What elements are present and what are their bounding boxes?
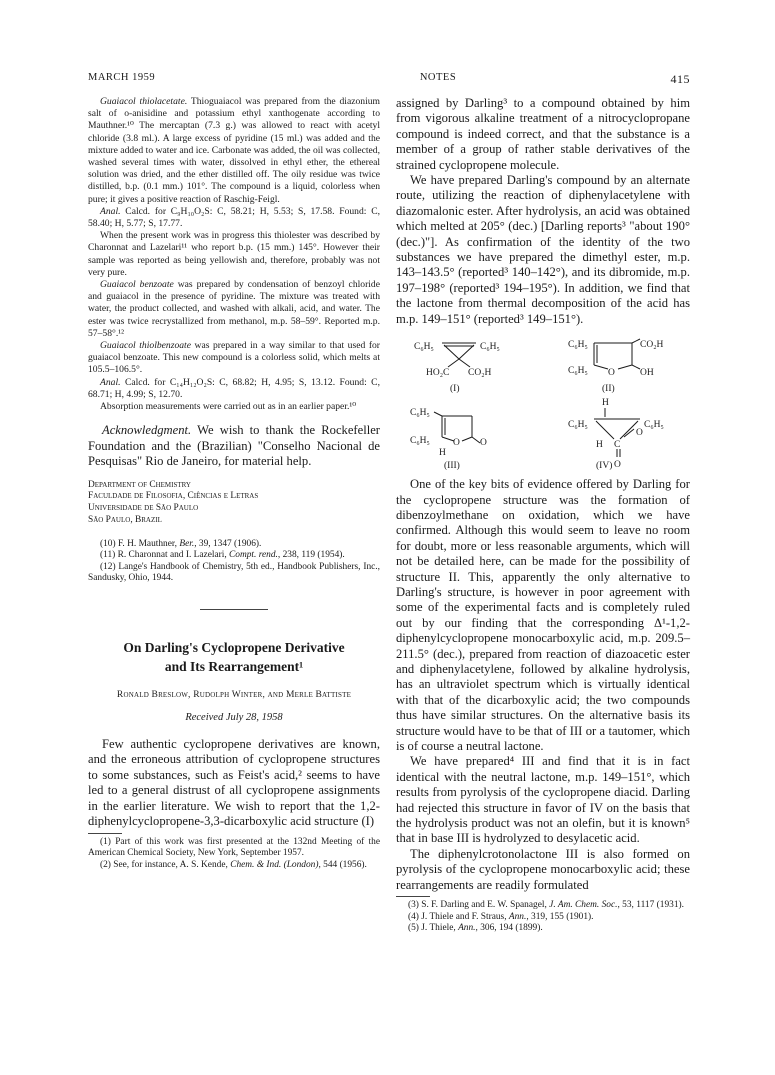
reference-item: (12) Lange's Handbook of Chemistry, 5th ed., Handbook Publishers, Inc., Sandusky, Ohio, 1944.: [88, 561, 380, 584]
affiliation-block: [88, 480, 380, 527]
page-number: 415: [670, 72, 690, 86]
structure-III-hydrogen: H: [439, 448, 446, 459]
affiliation-line: Department of Chemistry: [88, 479, 191, 490]
structure-III: [410, 408, 487, 471]
received-date: Received July 28, 1958: [185, 712, 283, 724]
structure-IV-phenyl-left: C₆H₅: [568, 420, 588, 431]
footnote-item: (3) S. F. Darling and E. W. Spanagel, J. Am. Chem. Soc., 53, 1117 (1931).: [408, 900, 684, 911]
structure-IV-hydrogen-top: H: [602, 398, 609, 409]
paragraph-preparation: We have prepared Darling's compound by an alternate route, utilizing the reaction of diphenylacetylene with diazomalonic ester. After hydrolysis, an acid was obtained which melted at 205° (dec.) [Darling reports³ "about 190° (dec.)"]. As confirmation of the identity of the two substances we have prepared the dimethyl ester, m.p. 143–143.5° (reported³ 140–142°), and its dibromide, m.p. 197–198° (reported³ 194–195°). In addition, we find that the lactone from thermal decomposition of the acid has m.p. 149–151° (reported³ 149–151°).: [396, 173, 690, 326]
structure-III-ring-oxygen: O: [453, 438, 460, 449]
structure-IV-carbon: C: [614, 440, 621, 451]
article-authors: Ronald Breslow, Rudolph Winter, and Merle Battiste: [116, 690, 352, 701]
paragraph-intro: Few authentic cyclopropene derivatives are known, and the erroneous attribution of cyclopropene structures to some substances, such as Feist's acid,² seems to have led to a general distrust of all cyclopropene assignments in the earlier literature. We wish to report that the 1,2-diphenylcyclopropene-3,3-dicarboxylic acid structure (I): [88, 737, 380, 829]
paragraph-thiolbenzoate: Guaiacol thiolbenzoate was prepared in a way similar to that used for guaiacol benzoate. This new compound is a colorless solid, which melts at 105.5–106.5°.: [88, 340, 381, 376]
right-column: [396, 96, 690, 935]
left-column: [88, 96, 380, 871]
structure-II-phenyl-bottom: C₆H₅: [568, 366, 588, 377]
structure-I-carboxyl-right: CO₂H: [468, 368, 492, 379]
paragraph-thiolacetate: Guaiacol thiolacetate. Thioguaiacol was prepared from the diazonium salt of o-anisidine and potassium ethyl xanthogenate according to Mauthner.¹⁰ The mercaptan (7.3 g.) was allowed to react with acetyl chloride (3.8 ml.). A large excess of pyridine (15 ml.) was added and the mixture added to water and ice. Carbonate was added, the oil was collected, washed several times with water, dissolved in ethyl ether, the ethereal solution was dried, and the ether distilled off. The oily residue was twice distilled, b.p. (0.1 mm.) 101°. The compound is a liquid, colorless when pure; it gives a positive reaction of Raschig-Feigl.: [88, 96, 380, 205]
structure-IV-carbonyl-oxygen: O: [614, 460, 621, 471]
running-header-date: MARCH 1959: [88, 72, 156, 83]
footnote-item: (2) See, for instance, A. S. Kende, Chem. & Ind. (London), 544 (1956).: [100, 859, 367, 870]
paragraph-lactone: We have prepared⁴ III and find that it is in fact identical with the neutral lactone, m.p. 149–151°, which results from pyrolysis of the cyclopropene diacid. Darling had rejected this structure in favor of IV on the basis that the hydrolysis product was not an olefin, but it is known⁵ that in base III is hydrolyzed to desylacetic acid.: [396, 754, 690, 846]
structure-IV-hydrogen: H: [596, 440, 603, 451]
structure-I-phenyl-left: C₆H₅: [414, 342, 434, 353]
paragraph-acknowledgment: Acknowledgment. We wish to thank the Rockefeller Foundation and the (Brazilian) "Conselho Nacional de Pesquisas" Rio de Janeiro, for material help.: [88, 423, 380, 469]
reference-item: (11) R. Charonnat and I. Lazelari, Compt. rend., 238, 119 (1954).: [100, 550, 345, 561]
paragraph-evidence: One of the key bits of evidence offered by Darling for the cyclopropene structure was the formation of dibenzoylmethane on oxidation, which we have confirmed. Although this would seem to leave no room for doubt, more or less reasonable arguments, which will not be detailed here, can be made for the possibility of structure II. This, apparently the only alternative to Darling's structure, is however in poor agreement with some of the experimental facts and is completely ruled out by our finding that the corresponding Δ¹-1,2-diphenylcyclopropene monocarboxylic acid, m.p. 209.5–211.5° (dec.), prepared from reaction of diazoacetic ester and diphenylacetylene, followed by alkaline hydrolysis, has an ultraviolet spectrum which is virtually identical with that of the dicarboxylic acid; the two compounds thus have similar structures. On the alternative basis its structure would have to be that of III or a tautomer, which is of course a neutral lactone.: [396, 477, 690, 753]
structure-I-carboxyl-left: HO₂C: [426, 368, 450, 379]
structure-II-hydroxyl: OH: [640, 368, 654, 379]
paragraph-thiolbenzoate-analysis: Anal. Calcd. for C₁₄H₁₂O₂S: C, 68.82; H, 4.95; S, 13.12. Found: C, 68.71; H, 4.99; S, 12.70.: [88, 376, 380, 400]
structure-II-oxygen: O: [608, 368, 615, 379]
paragraph-benzoate: Guaiacol benzoate was prepared by condensation of benzoyl chloride and guaiacol in the presence of pyridine. The mixture was treated with water, the product collected, and washed with alkali, acid, and water. The ester was twice recrystallized from methanol, m.p. 58–59°. Reported m.p. 57–58°.¹²: [88, 279, 380, 339]
paragraph-pyrolysis: The diphenylcrotonolactone III is also formed on pyrolysis of the cyclopropene monocarboxylic acid; these rearrangements are readily formulated: [396, 846, 690, 892]
chemical-structures-figure: [396, 333, 690, 473]
affiliation-line: Faculdade de Filosofia, Ciências e Letras: [88, 491, 259, 502]
paragraph-absorption: Absorption measurements were carried out as in an earlier paper.¹⁰: [100, 401, 357, 413]
reference-list: [88, 539, 380, 585]
structure-III-phenyl-bottom: C₆H₅: [410, 436, 430, 447]
paragraph-thiolacetate-analysis: Anal. Calcd. for C₉H₁₀O₂S: C, 58.21; H, 5.53; S, 17.58. Found: C, 58.40; H, 5.77; S, 17.77.: [88, 205, 380, 230]
footnote-rule: [88, 833, 122, 834]
footnote-item: (5) J. Thiele, Ann., 306, 194 (1899).: [408, 923, 543, 934]
reference-item: (10) F. H. Mauthner, Ber., 39, 1347 (1906).: [100, 538, 262, 549]
structure-II-phenyl-top: C₆H₅: [568, 340, 588, 351]
structure-IV-phenyl-right: C₆H₅: [644, 420, 664, 431]
structure-III-carbonyl-oxygen: O: [480, 438, 487, 449]
structure-IV-ring-oxygen: O: [636, 428, 643, 439]
structure-III-label: (III): [444, 461, 460, 472]
footnote-item: (1) Part of this work was first presented at the 132nd Meeting of the American Chemical Society, New York, September 1957.: [88, 836, 380, 859]
structure-III-phenyl-top: C₆H₅: [410, 408, 430, 419]
structure-I-phenyl-right: C₆H₅: [480, 342, 500, 353]
section-divider: [200, 609, 268, 610]
structure-I-label: (I): [450, 384, 460, 395]
article-title: On Darling's Cyclopropene Derivative and Its Rearrangement¹: [123, 640, 345, 675]
structures-drawing: [396, 333, 690, 473]
structure-II-carboxyl: CO₂H: [640, 340, 664, 351]
structure-IV-label: (IV): [596, 461, 613, 472]
footnote-rule: [396, 896, 430, 897]
footnote-item: (4) J. Thiele and F. Straus, Ann., 319, 155 (1901).: [408, 911, 594, 922]
structure-IV: [568, 398, 664, 471]
structure-II-label: (II): [602, 384, 615, 395]
structure-I: [414, 342, 500, 394]
affiliation-line: São Paulo, Brazil: [88, 514, 162, 525]
paragraph-progress-note: When the present work was in progress this thiolester was described by Charonnat and Lazelari¹¹ who report b.p. (15 mm.) 145°. However their sample was reported as being yellowish and, therefore, probably was not very pure.: [88, 230, 380, 278]
running-header-section: NOTES: [419, 72, 457, 83]
structure-II: [568, 339, 664, 394]
paragraph-assignment: assigned by Darling³ to a compound obtained by him from vigorous alkaline treatment of a nitrocyclopropane compound is indeed correct, and that the substance is a member of a group of rather stable derivatives of the strained cyclopropene molecule.: [396, 96, 690, 172]
affiliation-line: Universidade de São Paulo: [88, 503, 199, 514]
